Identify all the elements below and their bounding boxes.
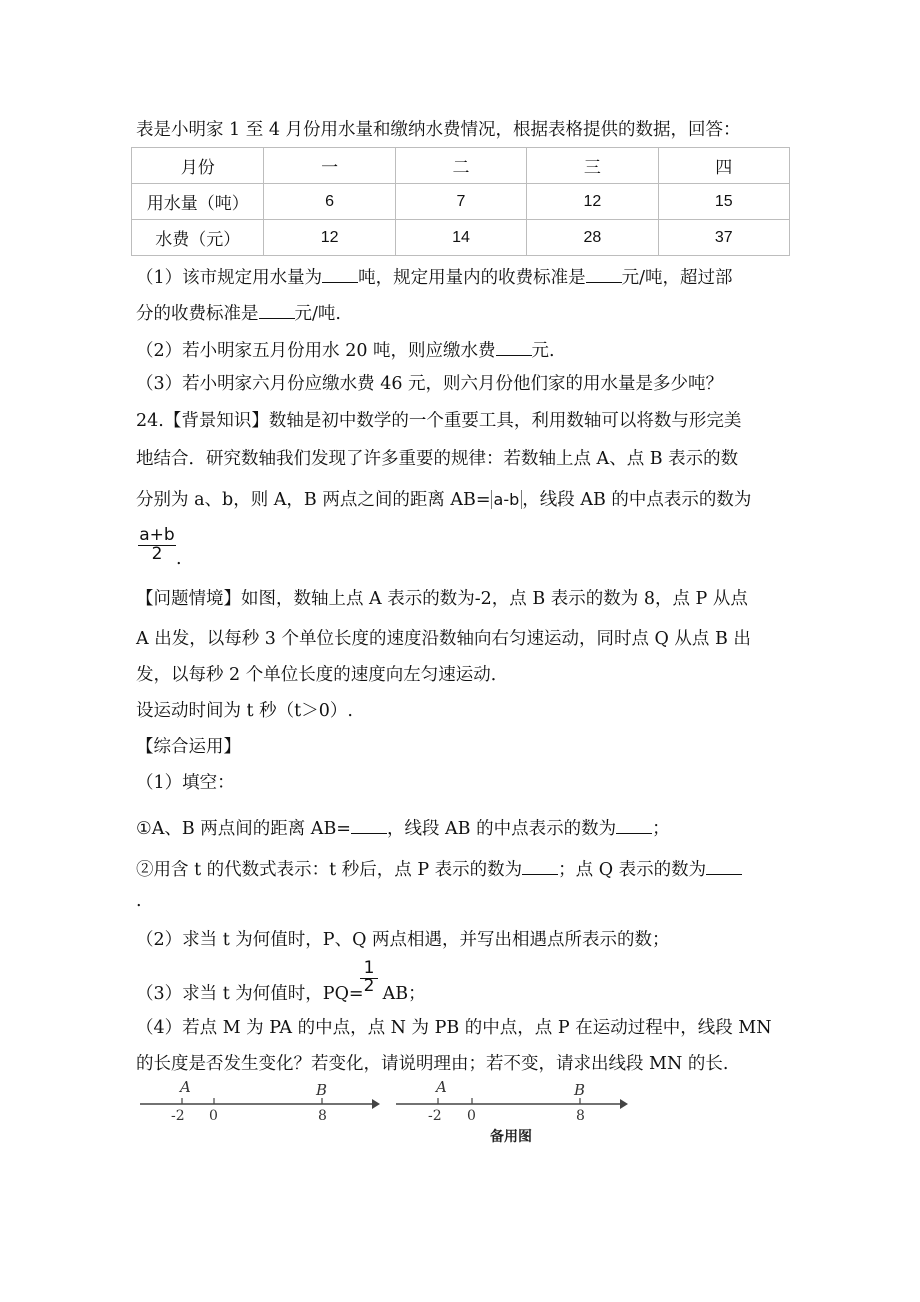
q24-part4-line1: （4）若点 M 为 PA 的中点，点 N 为 PB 的中点，点 P 在运动过程中，线段 MN <box>136 1018 772 1038</box>
number-line-figure <box>138 1077 638 1152</box>
tick-label-origin: 0 <box>467 1108 476 1124</box>
answer-blank <box>351 815 387 834</box>
midpoint-period: . <box>176 549 182 569</box>
table-header-cell: 月份 <box>132 148 264 184</box>
arrow-head-icon <box>372 1099 380 1109</box>
fraction-denominator: 2 <box>363 976 375 996</box>
text: 元/吨，超过部 <box>621 268 733 288</box>
intro-text: 表是小明家 1 至 4 月份用水量和缴纳水费情况，根据表格提供的数据，回答： <box>136 120 741 140</box>
midpoint-fraction <box>138 525 176 564</box>
text: 元. <box>531 341 555 361</box>
q24-part3 <box>136 982 426 1006</box>
table-cell: 7 <box>395 184 526 220</box>
q23-part1-line2 <box>136 300 341 326</box>
point-b-label: B <box>316 1081 328 1099</box>
tick-label-a: -2 <box>171 1108 185 1124</box>
table-cell: 12 <box>264 220 395 256</box>
point-a-label: A <box>180 1078 191 1096</box>
answer-blank <box>522 856 558 875</box>
q24-background-line2: 地结合．研究数轴我们发现了许多重要的规律：若数轴上点 A、点 B 表示的数 <box>136 449 739 469</box>
number-line-main <box>140 1078 380 1124</box>
row-label: 水费（元） <box>132 220 264 256</box>
text: 吨，规定用量内的收费标准是 <box>358 268 586 288</box>
fraction-denominator: 2 <box>151 544 163 564</box>
text: AB； <box>382 984 426 1004</box>
tick-label-a: -2 <box>428 1108 442 1124</box>
text: ； <box>652 819 670 839</box>
text: （3）求当 t 为何值时，PQ= <box>136 984 364 1004</box>
q24-part1-item2 <box>136 856 742 882</box>
arrow-head-icon <box>620 1099 628 1109</box>
point-b-label: B <box>574 1081 586 1099</box>
text: ②用含 t 的代数式表示：t 秒后，点 P 表示的数为 <box>136 860 523 880</box>
table-row <box>132 220 790 256</box>
water-usage-table <box>131 147 790 256</box>
q24-apply-heading: 【综合运用】 <box>136 737 241 757</box>
tick-label-b: 8 <box>576 1108 585 1124</box>
text: （2）若小明家五月份用水 20 吨，则应缴水费 <box>136 341 496 361</box>
answer-blank <box>616 815 652 834</box>
text: 分别为 a、b，则 A，B 两点之间的距离 AB= <box>136 490 491 510</box>
q24-situation-line4: 设运动时间为 t 秒（t＞0）. <box>136 701 353 721</box>
text: ，线段 AB 的中点表示的数为 <box>386 819 617 839</box>
table-header-cell: 一 <box>264 148 395 184</box>
q24-situation-line1: 【问题情境】如图，数轴上点 A 表示的数为-2，点 B 表示的数为 8，点 P 从点 <box>136 589 748 609</box>
text: 分的收费标准是 <box>136 304 259 324</box>
q24-situation-line3: 发，以每秒 2 个单位长度的速度向左匀速运动． <box>136 665 509 685</box>
table-header-cell: 四 <box>658 148 789 184</box>
text: （1）该市规定用水量为 <box>136 268 323 288</box>
q23-part3: （3）若小明家六月份应缴水费 46 元，则六月份他们家的用水量是多少吨？ <box>136 374 724 394</box>
text: ；点 Q 表示的数为 <box>558 860 707 880</box>
answer-blank <box>259 300 295 319</box>
text: ①A、B 两点间的距离 AB= <box>136 819 351 839</box>
q24-part4-line2: 的长度是否发生变化？若变化，请说明理由；若不变，请求出线段 MN 的长. <box>136 1054 729 1074</box>
spare-figure-caption: 备用图 <box>490 1129 532 1145</box>
fraction-numerator: 1 <box>363 958 375 978</box>
table-cell: 15 <box>658 184 789 220</box>
table-header-cell: 二 <box>395 148 526 184</box>
text: 元/吨. <box>294 304 341 324</box>
q24-part1-item2-period: . <box>136 891 142 911</box>
absolute-value: a-b <box>491 490 523 509</box>
table-cell: 6 <box>264 184 395 220</box>
row-label: 用水量（吨） <box>132 184 264 220</box>
q23-part1-line1 <box>136 264 733 290</box>
tick-label-origin: 0 <box>209 1108 218 1124</box>
q24-background-line3 <box>136 488 751 512</box>
answer-blank <box>586 264 622 283</box>
answer-blank <box>496 337 532 356</box>
q24-part1-heading: （1）填空： <box>136 773 235 793</box>
q24-situation-line2: A 出发，以每秒 3 个单位长度的速度沿数轴向右匀速运动，同时点 Q 从点 B 出 <box>136 629 751 649</box>
tick-label-b: 8 <box>318 1108 327 1124</box>
fraction-numerator: a+b <box>139 525 175 545</box>
table-header-cell: 三 <box>527 148 658 184</box>
answer-blank <box>706 856 742 875</box>
q24-part1-item1 <box>136 815 670 841</box>
q24-part2: （2）求当 t 为何值时，P、Q 两点相遇，并写出相遇点所表示的数； <box>136 930 670 950</box>
table-cell: 28 <box>527 220 658 256</box>
q23-part2 <box>136 337 555 363</box>
answer-blank <box>322 264 358 283</box>
point-a-label: A <box>436 1078 447 1096</box>
table-header-row <box>132 148 790 184</box>
table-cell: 14 <box>395 220 526 256</box>
number-line-spare <box>396 1078 628 1145</box>
table-cell: 12 <box>527 184 658 220</box>
text: ，线段 AB 的中点表示的数为 <box>522 490 752 510</box>
table-row <box>132 184 790 220</box>
table-cell: 37 <box>658 220 789 256</box>
q24-background-line1: 24.【背景知识】数轴是初中数学的一个重要工具，利用数轴可以将数与形完美 <box>136 411 742 431</box>
